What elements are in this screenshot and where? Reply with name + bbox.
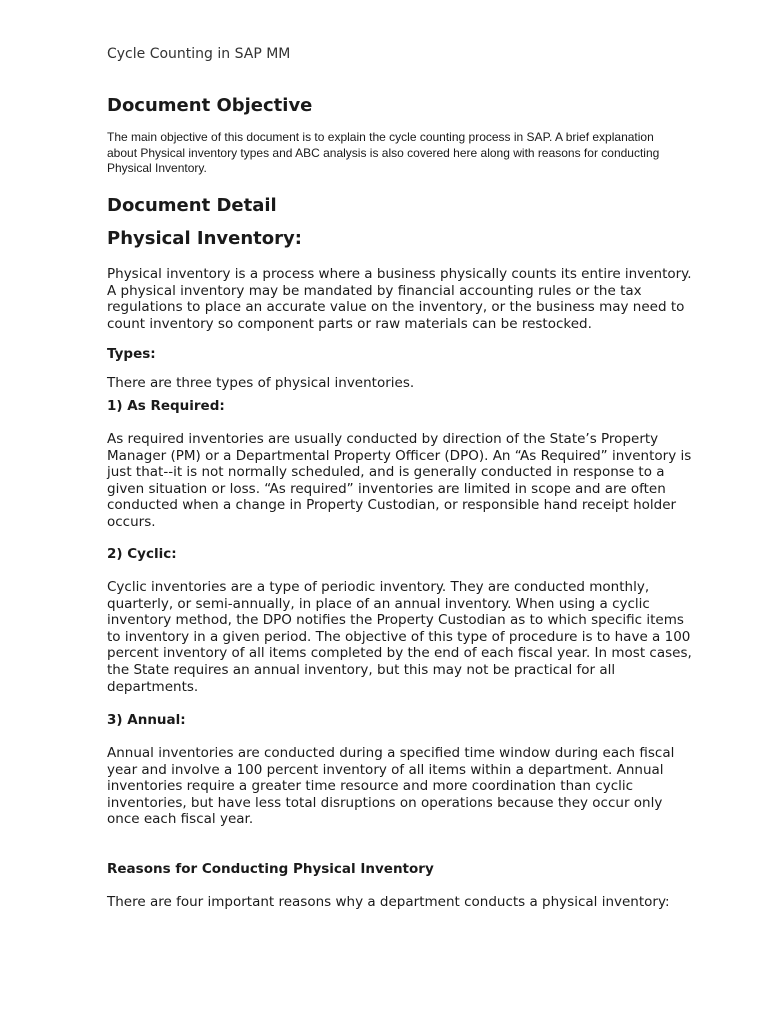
as-required-paragraph: As required inventories are usually conducted by direction of the State’s Property Manager (PM) or a Departmental Property Officer (DPO). An “As Required” inventory is just that--it is not normally scheduled, and is generally conducted in response to a given situation or loss. “As required” inventories are limited in scope and are often conducted when a change in Property Custodian, or responsible hand receipt holder occurs. — [107, 431, 692, 530]
cyclic-heading: 2) Cyclic: — [107, 546, 177, 562]
physical-inventory-heading: Physical Inventory: — [107, 228, 302, 249]
running-title: Cycle Counting in SAP MM — [107, 46, 291, 62]
detail-heading: Document Detail — [107, 195, 277, 216]
reasons-heading: Reasons for Conducting Physical Inventory — [107, 861, 434, 877]
reasons-paragraph: There are four important reasons why a department conducts a physical inventory: — [107, 894, 670, 910]
types-intro: There are three types of physical inventories. — [107, 375, 415, 391]
objective-paragraph: The main objective of this document is to explain the cycle counting process in SAP. A brief explanation about Physical inventory types and ABC analysis is also covered here along with reasons for conducting Physical Inventory. — [107, 130, 660, 175]
as-required-heading: 1) As Required: — [107, 398, 225, 414]
physical-inventory-paragraph: Physical inventory is a process where a business physically counts its entire inventory. A physical inventory may be mandated by financial accounting rules or the tax regulations to place an accurate value on the inventory, or the business may need to count inventory so component parts or raw materials can be restocked. — [107, 266, 692, 332]
objective-heading: Document Objective — [107, 95, 313, 116]
annual-paragraph: Annual inventories are conducted during a specified time window during each fiscal year and involve a 100 percent inventory of all items within a department. Annual inventories require a greater time resource and more coordination than cyclic inventories, but have less total disruptions on operations because they occur only once each fiscal year. — [107, 745, 675, 828]
cyclic-paragraph: Cyclic inventories are a type of periodic inventory. They are conducted monthly, quarterly, or semi-annually, in place of an annual inventory. When using a cyclic inventory method, the DPO notifies the Property Custodian as to which specific items to inventory in a given period. The objective of this type of procedure is to have a 100 percent inventory of all items completed by the end of each fiscal year. In most cases, the State requires an annual inventory, but this may not be practical for all departments. — [107, 579, 692, 695]
annual-heading: 3) Annual: — [107, 712, 186, 728]
types-heading: Types: — [107, 346, 156, 362]
